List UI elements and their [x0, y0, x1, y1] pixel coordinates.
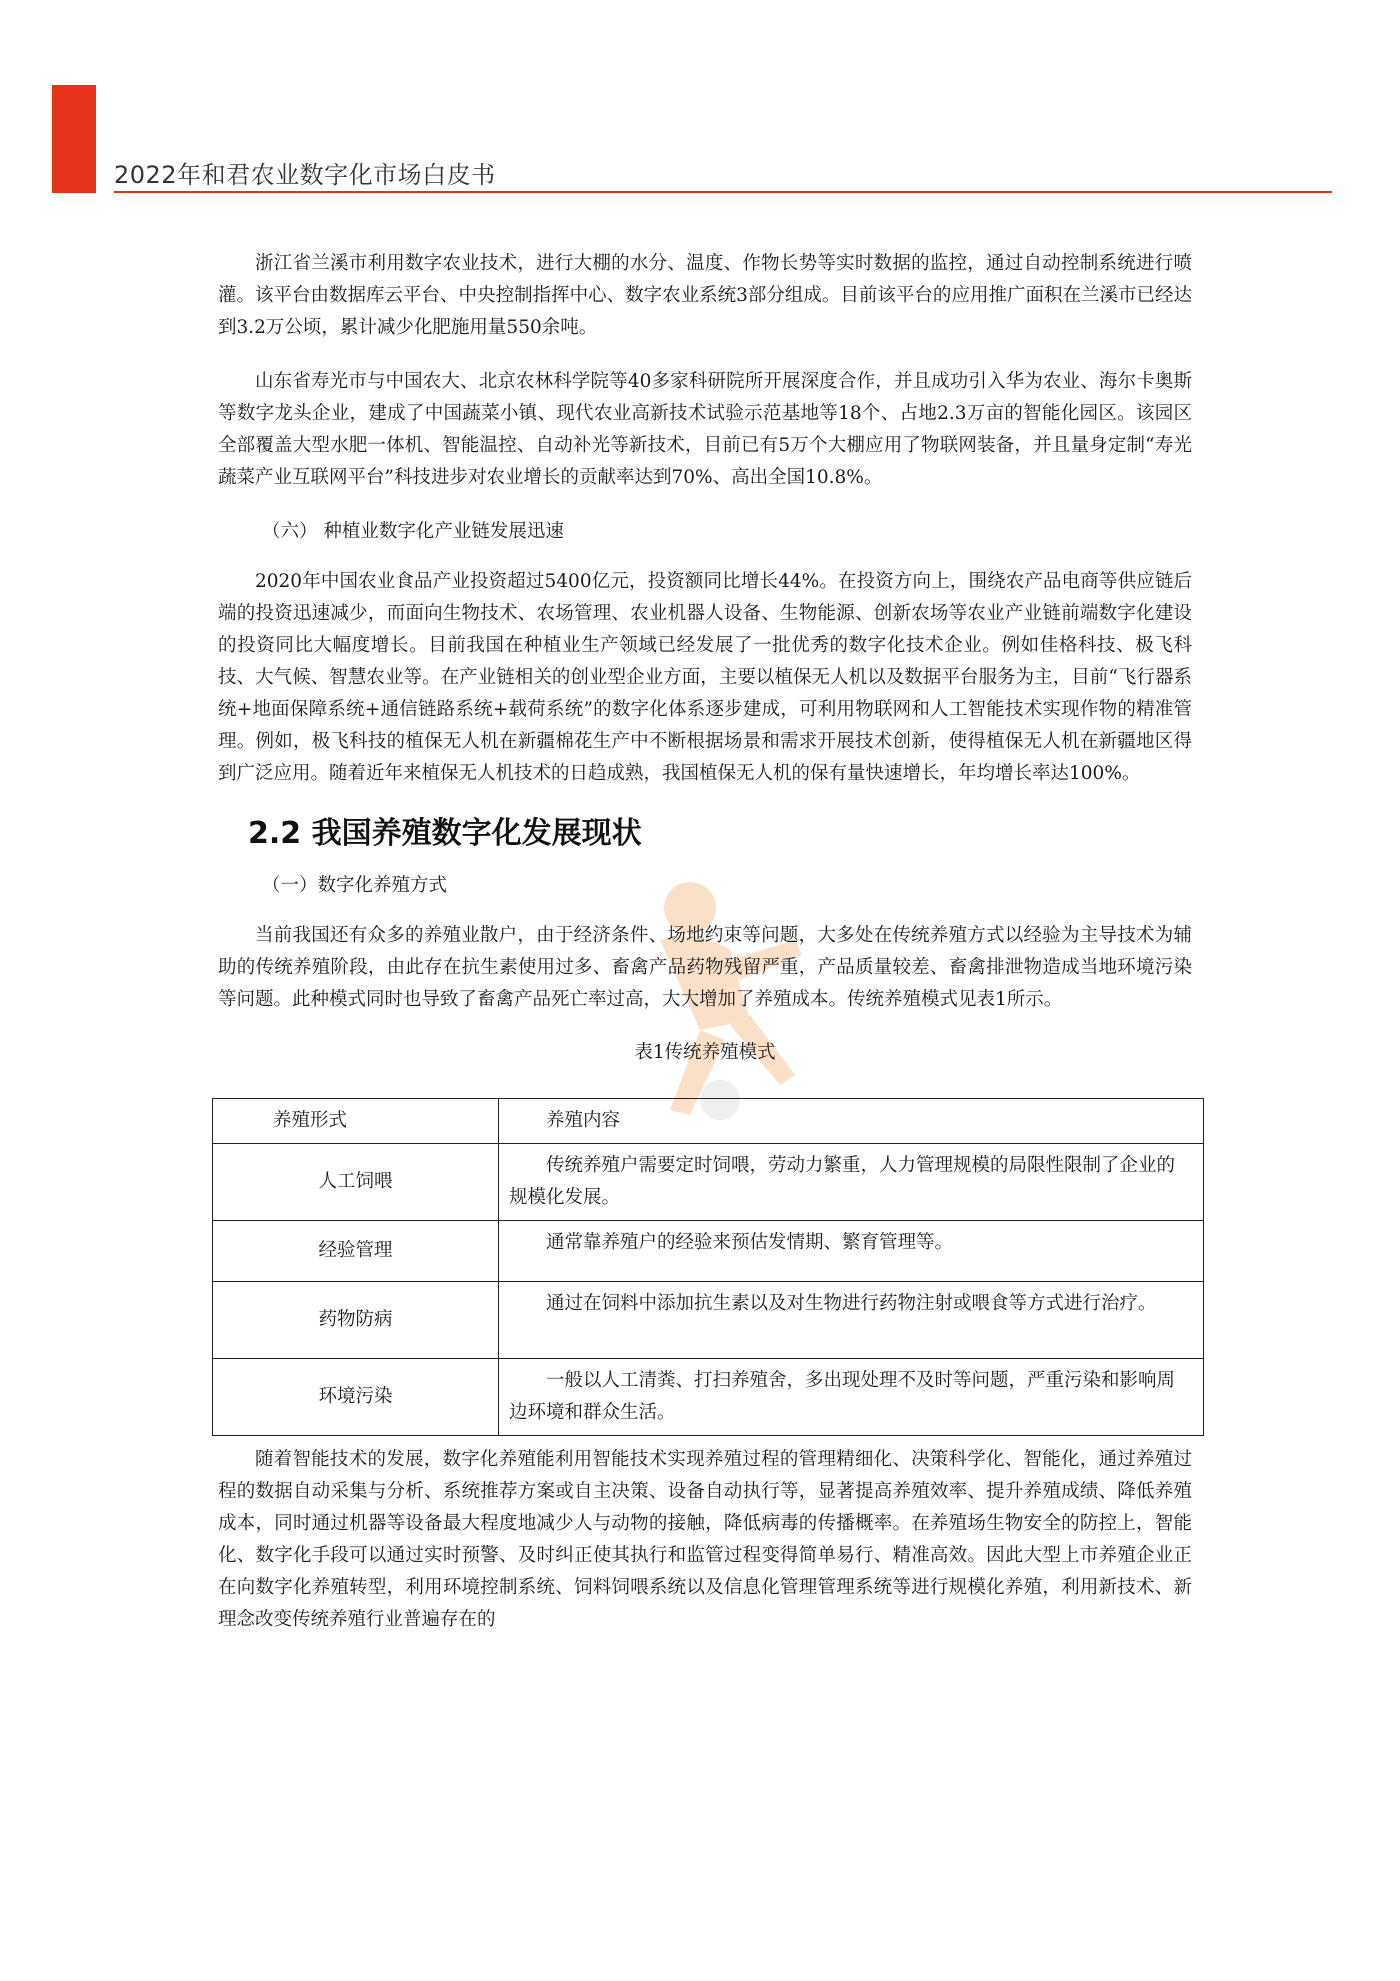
paragraph-investment: 2020年中国农业食品产业投资超过5400亿元，投资额同比增长44%。在投资方向上，围绕农产品电商等供应链后端的投资迅速减少，而面向生物技术、农场管理、农业机器人设备、生物能源、创新农场等农业产业链前端数字化建设的投资同比大幅度增长。目前我国在种植业生产领域已经发展了一批优秀的数字化技术企业。例如佳格科技、极飞科技、大气候、智慧农业等。在产业链相关的创业型企业方面，主要以植保无人机以及数据平台服务为主，目前“飞行器系统+地面保障系统+通信链路系统+载荷系统”的数字化体系逐步建成，可利用物联网和人工智能技术实现作物的精准管理。例如，极飞科技的植保无人机在新疆棉花生产中不断根据场景和需求开展技术创新，使得植保无人机在新疆地区得到广泛应用。随着近年来植保无人机技术的日趋成熟，我国植保无人机的保有量快速增长，年均增长率达100%。 — [218, 571, 1192, 784]
table-row — [213, 1359, 1204, 1436]
paragraph-lanxi: 浙江省兰溪市利用数字农业技术，进行大棚的水分、温度、作物长势等实时数据的监控，通过自动控制系统进行喷灌。该平台由数据库云平台、中央控制指挥中心、数字农业系统3部分组成。目前该平台的应用推广面积在兰溪市已经达到3.2万公顷，累计减少化肥施用量550余吨。 — [218, 253, 1192, 338]
document-body — [218, 248, 1192, 1658]
table-row — [213, 1282, 1204, 1359]
table-cell-form: 环境污染 — [213, 1359, 499, 1436]
table-cell-content: 通常靠养殖户的经验来预估发情期、繁育管理等。 — [499, 1221, 1204, 1282]
header-accent-bar — [52, 85, 96, 193]
table-cell-content: 通过在饲料中添加抗生素以及对生物进行药物注射或喂食等方式进行治疗。 — [499, 1282, 1204, 1359]
table-cell-content: 一般以人工清粪、打扫养殖舍，多出现处理不及时等问题，严重污染和影响周边环境和群众生活。 — [499, 1359, 1204, 1436]
table-cell-form: 人工饲喂 — [213, 1144, 499, 1221]
table-row — [213, 1144, 1204, 1221]
paragraph-current-status: 当前我国还有众多的养殖业散户，由于经济条件、场地约束等问题，大多处在传统养殖方式以经验为主导技术为辅助的传统养殖阶段，由此存在抗生素使用过多、畜禽产品药物残留严重，产品质量较差、畜禽排泄物造成当地环境污染等问题。此种模式同时也导致了畜禽产品死亡率过高，大大增加了养殖成本。传统养殖模式见表1所示。 — [218, 925, 1192, 1010]
header-divider — [114, 191, 1332, 193]
table-caption: 表1传统养殖模式 — [634, 1042, 776, 1063]
page-header-title: 2022年和君农业数字化市场白皮书 — [114, 161, 496, 189]
subheading-digital-breeding: （一）数字化养殖方式 — [262, 875, 448, 896]
subheading-planting-chain: （六） 种植业数字化产业链发展迅速 — [262, 521, 564, 542]
table-cell-form: 经验管理 — [213, 1221, 499, 1282]
table-header-row — [213, 1099, 1204, 1144]
section-title: 2.2 我国养殖数字化发展现状 — [248, 816, 642, 851]
table-cell-content: 传统养殖户需要定时饲喂，劳动力繁重，人力管理规模的局限性限制了企业的规模化发展。 — [499, 1144, 1204, 1221]
paragraph-digital-breeding: 随着智能技术的发展，数字化养殖能利用智能技术实现养殖过程的管理精细化、决策科学化、智能化，通过养殖过程的数据自动采集与分析、系统推荐方案或自主决策、设备自动执行等，显著提高养殖效率、提升养殖成绩、降低养殖成本，同时通过机器等设备最大程度地减少人与动物的接触，降低病毒的传播概率。在养殖场生物安全的防控上，智能化、数字化手段可以通过实时预警、及时纠正使其执行和监管过程变得简单易行、精准高效。因此大型上市养殖企业正在向数字化养殖转型，利用环境控制系统、饲料饲喂系统以及信息化管理管理系统等进行规模化养殖，利用新技术、新理念改变传统养殖行业普遍存在的 — [218, 1449, 1192, 1630]
paragraph-shouguang: 山东省寿光市与中国农大、北京农林科学院等40多家科研院所开展深度合作，并且成功引入华为农业、海尔卡奥斯等数字龙头企业，建成了中国蔬菜小镇、现代农业高新技术试验示范基地等18个、占地2.3万亩的智能化园区。该园区全部覆盖大型水肥一体机、智能温控、自动补光等新技术，目前已有5万个大棚应用了物联网装备，并且量身定制“寿光蔬菜产业互联网平台”科技进步对农业增长的贡献率达到70%、高出全国10.8%。 — [218, 371, 1192, 488]
table-header-content: 养殖内容 — [499, 1099, 1204, 1144]
table-header-form: 养殖形式 — [213, 1099, 499, 1144]
table-cell-form: 药物防病 — [213, 1282, 499, 1359]
traditional-breeding-table — [212, 1098, 1204, 1436]
table-row — [213, 1221, 1204, 1282]
